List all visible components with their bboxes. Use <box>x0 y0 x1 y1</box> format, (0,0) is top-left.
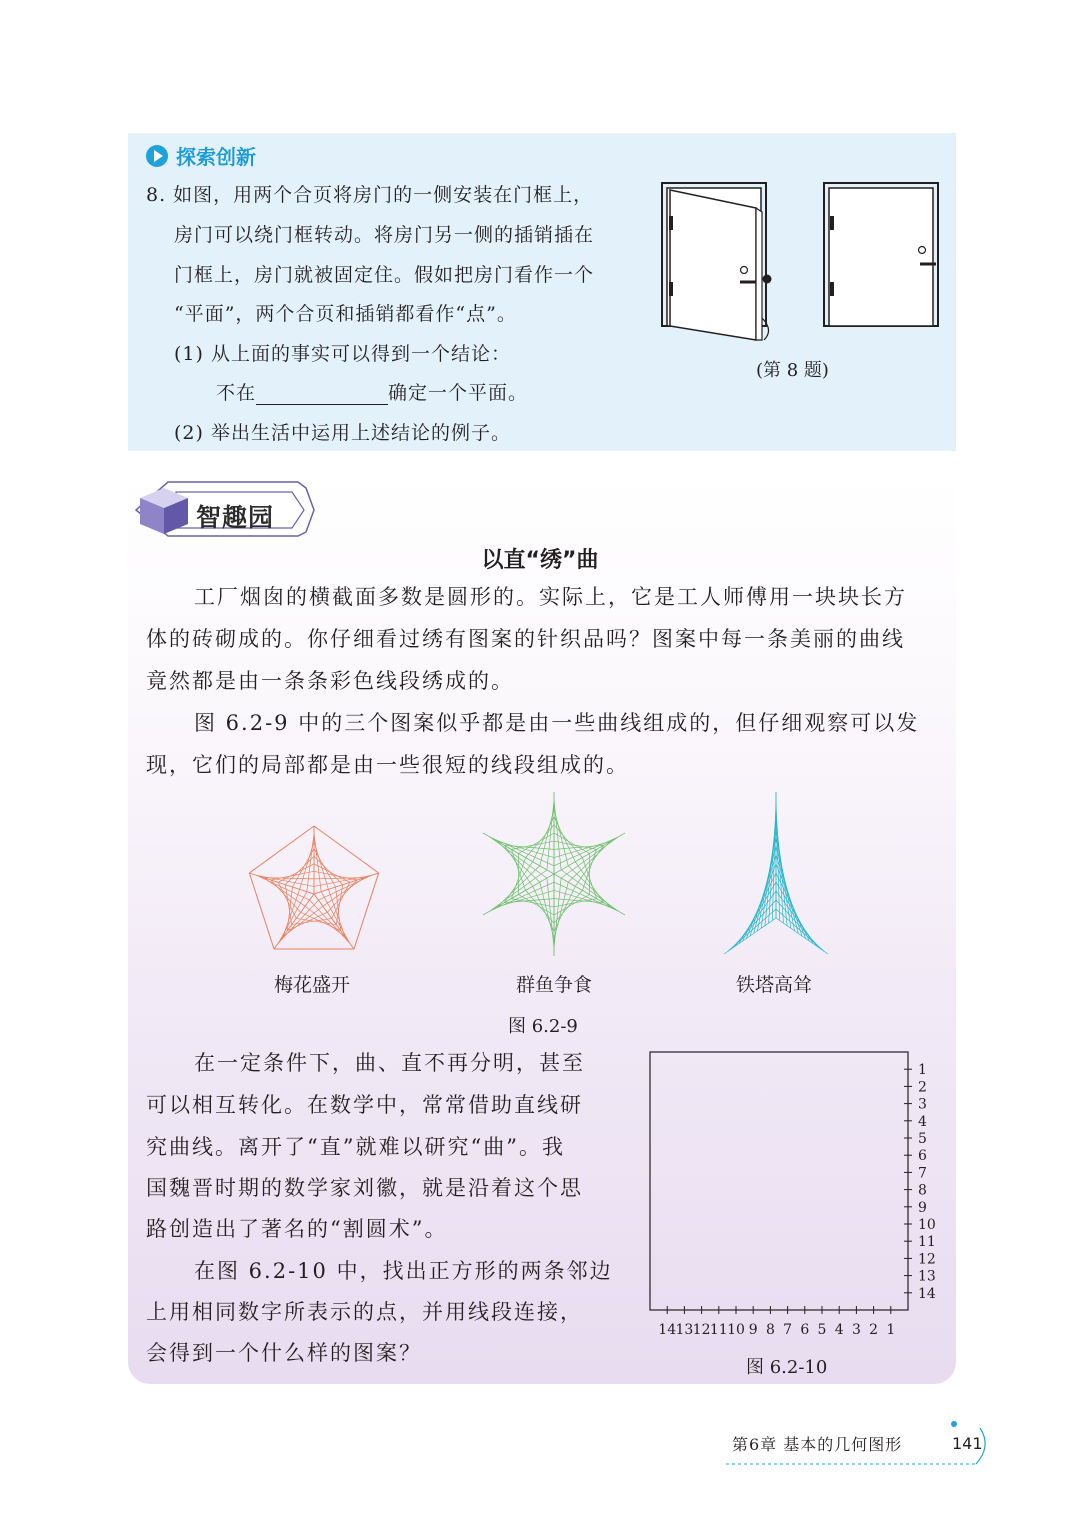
bottom-tick-label: 2 <box>869 1322 879 1338</box>
right-tick-label: 1 <box>918 1062 927 1079</box>
bottom-tick-label: 12 <box>692 1322 711 1338</box>
footer-decoration <box>724 1418 994 1470</box>
article-title: 以直“绣”曲 <box>481 548 599 573</box>
explore-title: 探索创新 <box>176 145 256 169</box>
para2-line-2: 现，它们的局部都是由一些很短的线段组成的。 <box>146 753 629 777</box>
right-tick-label: 11 <box>918 1234 936 1251</box>
q8-line-4: “平面”，两个合页和插销都看作“点”。 <box>174 303 517 325</box>
bottom-tick-label: 4 <box>834 1322 844 1338</box>
para3-line-2: 可以相互转化。在数学中，常常借助直线研 <box>146 1093 583 1117</box>
para3-line-1: 在一定条件下，曲、直不再分明，甚至 <box>194 1051 585 1075</box>
bottom-tick-label: 13 <box>675 1322 694 1338</box>
para4-line-3: 会得到一个什么样的图案？ <box>146 1341 422 1365</box>
bottom-tick-label: 7 <box>783 1322 793 1338</box>
right-tick-label: 9 <box>918 1199 927 1216</box>
bottom-tick-label: 1 <box>886 1322 896 1338</box>
pattern-label-3: 铁塔高耸 <box>736 974 813 996</box>
bottom-tick-label: 5 <box>817 1322 827 1338</box>
right-tick-label: 14 <box>918 1285 936 1302</box>
para3-line-5: 路创造出了著名的“割圆术”。 <box>146 1217 448 1241</box>
page-number: 141 <box>952 1434 983 1453</box>
para1-line-3: 竟然都是由一条条彩色线段绣成的。 <box>146 669 514 693</box>
pattern-label-2: 群鱼争食 <box>516 974 593 996</box>
para4-line-2: 上用相同数字所表示的点，并用线段连接， <box>146 1300 583 1324</box>
figure-6-2-9-caption: 图 6.2-9 <box>508 1016 578 1037</box>
grid-square <box>650 1052 908 1310</box>
bottom-tick-label: 11 <box>709 1322 728 1338</box>
pattern-label-1: 梅花盛开 <box>274 974 351 996</box>
right-tick-label: 12 <box>918 1251 936 1268</box>
closed-door-illustration <box>824 183 938 326</box>
bottom-tick-label: 9 <box>748 1322 758 1338</box>
fun-section-title: 智趣园 <box>196 503 275 532</box>
right-tick-label: 8 <box>918 1182 927 1199</box>
door-figure-caption: (第 8 题) <box>756 360 829 381</box>
para1-line-2: 体的砖砌成的。你仔细看过绣有图案的针织品吗？图案中每一条美丽的曲线 <box>146 627 905 651</box>
bottom-tick-label: 14 <box>658 1322 677 1338</box>
q8-line-1: 8. 如图，用两个合页将房门的一侧安装在门框上， <box>146 184 594 206</box>
q8-line-3: 门框上，房门就被固定住。假如把房门看作一个 <box>174 264 595 286</box>
play-icon <box>146 145 168 167</box>
right-tick-label: 6 <box>918 1148 927 1165</box>
tower-pattern <box>720 788 832 958</box>
right-tick-label: 10 <box>918 1217 936 1233</box>
bottom-tick-label: 3 <box>851 1322 861 1338</box>
q8-sub1-answer-line <box>216 381 528 405</box>
right-tick-label: 13 <box>918 1268 936 1285</box>
bottom-tick-label: 8 <box>765 1322 775 1338</box>
para2-line-1: 图 6.2-9 中的三个图案似乎都是由一些曲线组成的，但仔细观察可以发 <box>194 711 920 735</box>
explore-heading <box>146 141 256 170</box>
q8-sub2: (2) 举出生活中运用上述结论的例子。 <box>174 422 511 444</box>
plum-blossom-pattern <box>238 820 390 960</box>
numbered-square-figure[interactable] <box>640 1046 940 1342</box>
right-tick-label: 4 <box>918 1113 927 1130</box>
para4-line-1: 在图 6.2-10 中，找出正方形的两条邻边 <box>194 1259 613 1283</box>
bottom-tick-label: 6 <box>800 1322 810 1338</box>
figure-6-2-10-caption: 图 6.2-10 <box>746 1357 828 1378</box>
chapter-footer: 第6章 基本的几何图形 <box>732 1435 903 1454</box>
para1-line-1: 工厂烟囱的横截面多数是圆形的。实际上，它是工人师傅用一块块长方 <box>194 585 907 609</box>
open-door-illustration <box>662 183 772 340</box>
answer-blank[interactable] <box>256 386 388 405</box>
fish-pattern <box>464 790 644 960</box>
sub1-prefix: 不在 <box>216 382 257 404</box>
sub1-suffix: 确定一个平面。 <box>388 382 529 404</box>
right-tick-label: 7 <box>918 1165 927 1182</box>
right-tick-label: 3 <box>918 1096 927 1113</box>
para3-line-4: 国魏晋时期的数学家刘徽，就是沿着这个思 <box>146 1176 583 1200</box>
right-tick-label: 2 <box>918 1079 927 1096</box>
q8-sub1: (1) 从上面的事实可以得到一个结论： <box>174 343 511 365</box>
door-figure <box>656 178 946 348</box>
q8-line-2: 房门可以绕门框转动。将房门另一侧的插销插在 <box>174 224 595 246</box>
para3-line-3: 究曲线。离开了“直”就难以研究“曲”。我 <box>146 1135 565 1159</box>
bottom-tick-label: 10 <box>727 1322 745 1338</box>
right-tick-label: 5 <box>918 1131 927 1147</box>
